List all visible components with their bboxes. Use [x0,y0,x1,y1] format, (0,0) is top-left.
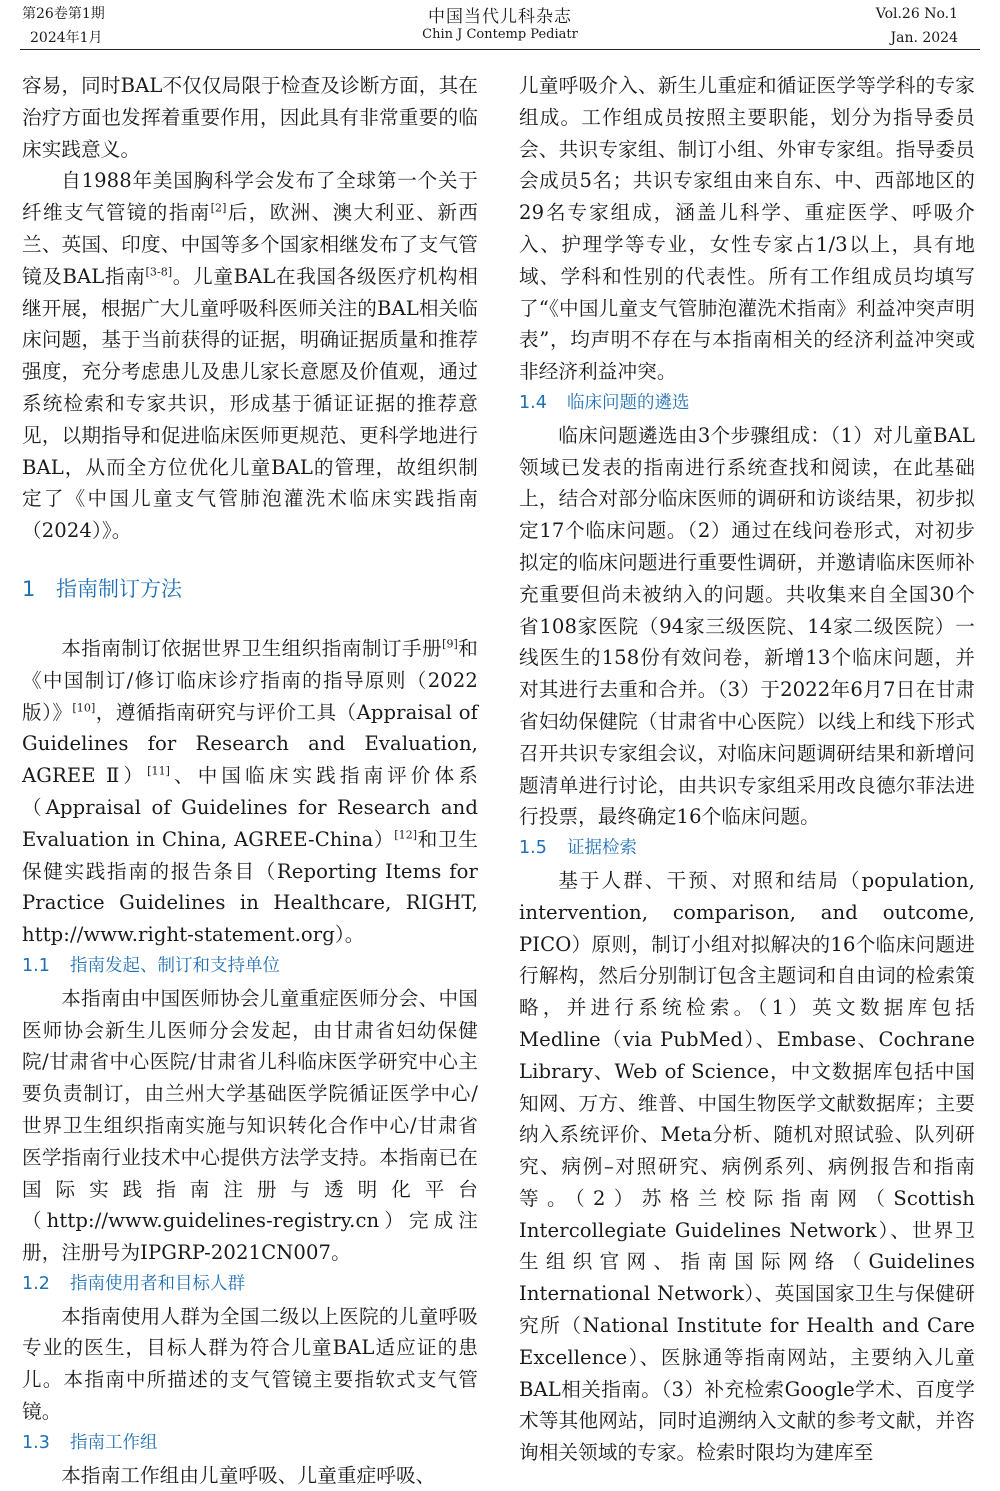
subsection-heading: 1.5 证据检索 [519,838,637,859]
section-heading: 1 指南制订方法 [22,576,182,601]
page-header [0,0,1000,52]
subsection-heading: 1.1 指南发起、制订和支持单位 [22,955,280,976]
journal-title-cn: 中国当代儿科杂志 [428,7,572,27]
right-column [519,70,975,1469]
subsection-heading: 1.2 指南使用者和目标人群 [22,1273,245,1294]
paragraph: 本指南工作组由儿童呼吸、儿童重症呼吸、 [61,1463,436,1487]
paragraph: 儿童呼吸介入、新生儿重症和循证医学等学科的专家组成。工作组成员按照主要职能，划分为指导委员会、共识专家组、制订小组、外审专家组。指导委员会成员5名；共识专家组由来自东、中、西部地区的29名专家组成，涵盖儿科学、重症医学、呼吸介入、护理学等专业，女性专家占1/3以上，具有地域、学科和性别的代表性。所有工作组成员均填写了“《中国儿童支气管肺泡灌洗术指南》利益冲突声明表”，均声明不存在与本指南相关的经济利益冲突或非经济利益冲突。 [519,74,975,384]
paragraph: 基于人群、干预、对照和结局（population, intervention, comparison, and outcome, PICO）原则，制订小组对拟解决的16个临床问题进行解构，然后分别制订包含主题词和自由词的检索策略，并进行系统检索。（1）英文数据库包括Medline（via PubMed）、Embase、Cochrane Library、Web of Science，中文数据库包括中国知网、万方、维普、中国生物医学文献数据库；主要纳入系统评价、Meta分析、随机对照试验、队列研究、病例–对照研究、病例系列、病例报告和指南等。（2）苏格兰校际指南网（Scottish Intercollegiate Guidelines Network）、世界卫生组织官网、指南国际网络（Guidelines International Network）、英国国家卫生与保健研究所（National Institute for Health and Care Excellence）、医脉通等指南网站，主要纳入儿童BAL相关指南。（3）补充检索Google学术、百度学术等其他网站，同时追溯纳入文献的参考文献，并咨询相关领域的专家。检索时限均为建库至 [519,868,975,1465]
citation: [3-8] [145,265,173,279]
paragraph: 本指南由中国医师协会儿童重症医师分会、中国医师协会新生儿医师分会发起，由甘肃省妇幼保健院/甘肃省中心医院/甘肃省儿科临床医学研究中心主要负责制订，由兰州大学基础医学院循证医学中心/世界卫生组织指南实施与知识转化合作中心/甘肃省医学指南行业技术中心提供方法学支持。本指南已在国际实践指南注册与透明化平台（http://www.guidelines-registry.cn）完成注册，注册号为IPGRP-2021CN007。 [22,986,478,1265]
paragraph: 本指南制订依据世界卫生组织指南制订手册[9]和《中国制订/修订临床诊疗指南的指导原则（2022版）》[10]，遵循指南研究与评价工具（Appraisal of Guidelines for Research and Evaluation, AGREE Ⅱ）[11]、中国临床实践指南评价体系（Appraisal of Guidelines for Research and Evaluation in China, AGREE-China）[12]和卫生保健实践指南的报告条目（Reporting Items for Practice Guidelines in Healthcare, RIGHT, http://www.right-statement.org）。 [22,636,478,947]
citation: [10] [72,701,96,715]
paragraph: 临床问题遴选由3个步骤组成：（1）对儿童BAL领域已发表的指南进行系统查找和阅读，在此基础上，结合对部分临床医师的调研和访谈结果，初步拟定17个临床问题。（2）通过在线问卷形式，对初步拟定的临床问题进行重要性调研，并邀请临床医师补充重要但尚未被纳入的问题。共收集来自全国30个省108家医院（94家三级医院、14家二级医院）一线医生的158份有效问卷，新增13个临床问题，并对其进行去重和合并。（3）于2022年6月7日在甘肃省妇幼保健院（甘肃省中心医院）以线上和线下形式召开共识专家组会议，对临床问题调研结果和新增问题清单进行讨论，由共识专家组采用改良德尔菲法进行投票，最终确定16个临床问题。 [519,423,975,829]
citation: [12] [394,828,418,842]
volume-date: Jan. 2024 [890,30,958,46]
subsection-heading: 1.3 指南工作组 [22,1432,158,1453]
issue-label: 第26卷第1期 [22,6,105,22]
subsection-heading: 1.4 临床问题的遴选 [519,392,690,413]
paragraph: 容易，同时BAL不仅仅局限于检查及诊断方面，其在治疗方面也发挥着重要作用，因此具有非常重要的临床实践意义。 [22,74,478,161]
citation: [2] [210,201,227,215]
left-column [22,70,478,1491]
volume-label: Vol.26 No.1 [875,6,958,22]
journal-title-en: Chin J Contemp Pediatr [422,27,578,42]
header-rule [20,49,980,50]
paragraph: 本指南使用人群为全国二级以上医院的儿童呼吸专业的医生，目标人群为符合儿童BAL适应证的患儿。本指南中所描述的支气管镜主要指软式支气管镜。 [22,1304,478,1424]
paragraph: 自1988年美国胸科学会发布了全球第一个关于纤维支气管镜的指南[2]后，欧洲、澳大利亚、新西兰、英国、印度、中国等多个国家相继发布了支气管镜及BAL指南[3-8]。儿童BAL在我国各级医疗机构相继开展，根据广大儿童呼吸科医师关注的BAL相关临床问题，基于当前获得的证据，明确证据质量和推荐强度，充分考虑患儿及患儿家长意愿及价值观，通过系统检索和专家共识，形成基于循证证据的推荐意见，以期指导和促进临床医师更规范、更科学地进行BAL，从而全方位优化儿童BAL的管理，故组织制定了《中国儿童支气管肺泡灌洗术临床实践指南（2024）》。 [22,169,479,543]
citation: [9] [442,637,458,651]
issue-date: 2024年1月 [30,30,103,46]
citation: [11] [147,764,171,778]
